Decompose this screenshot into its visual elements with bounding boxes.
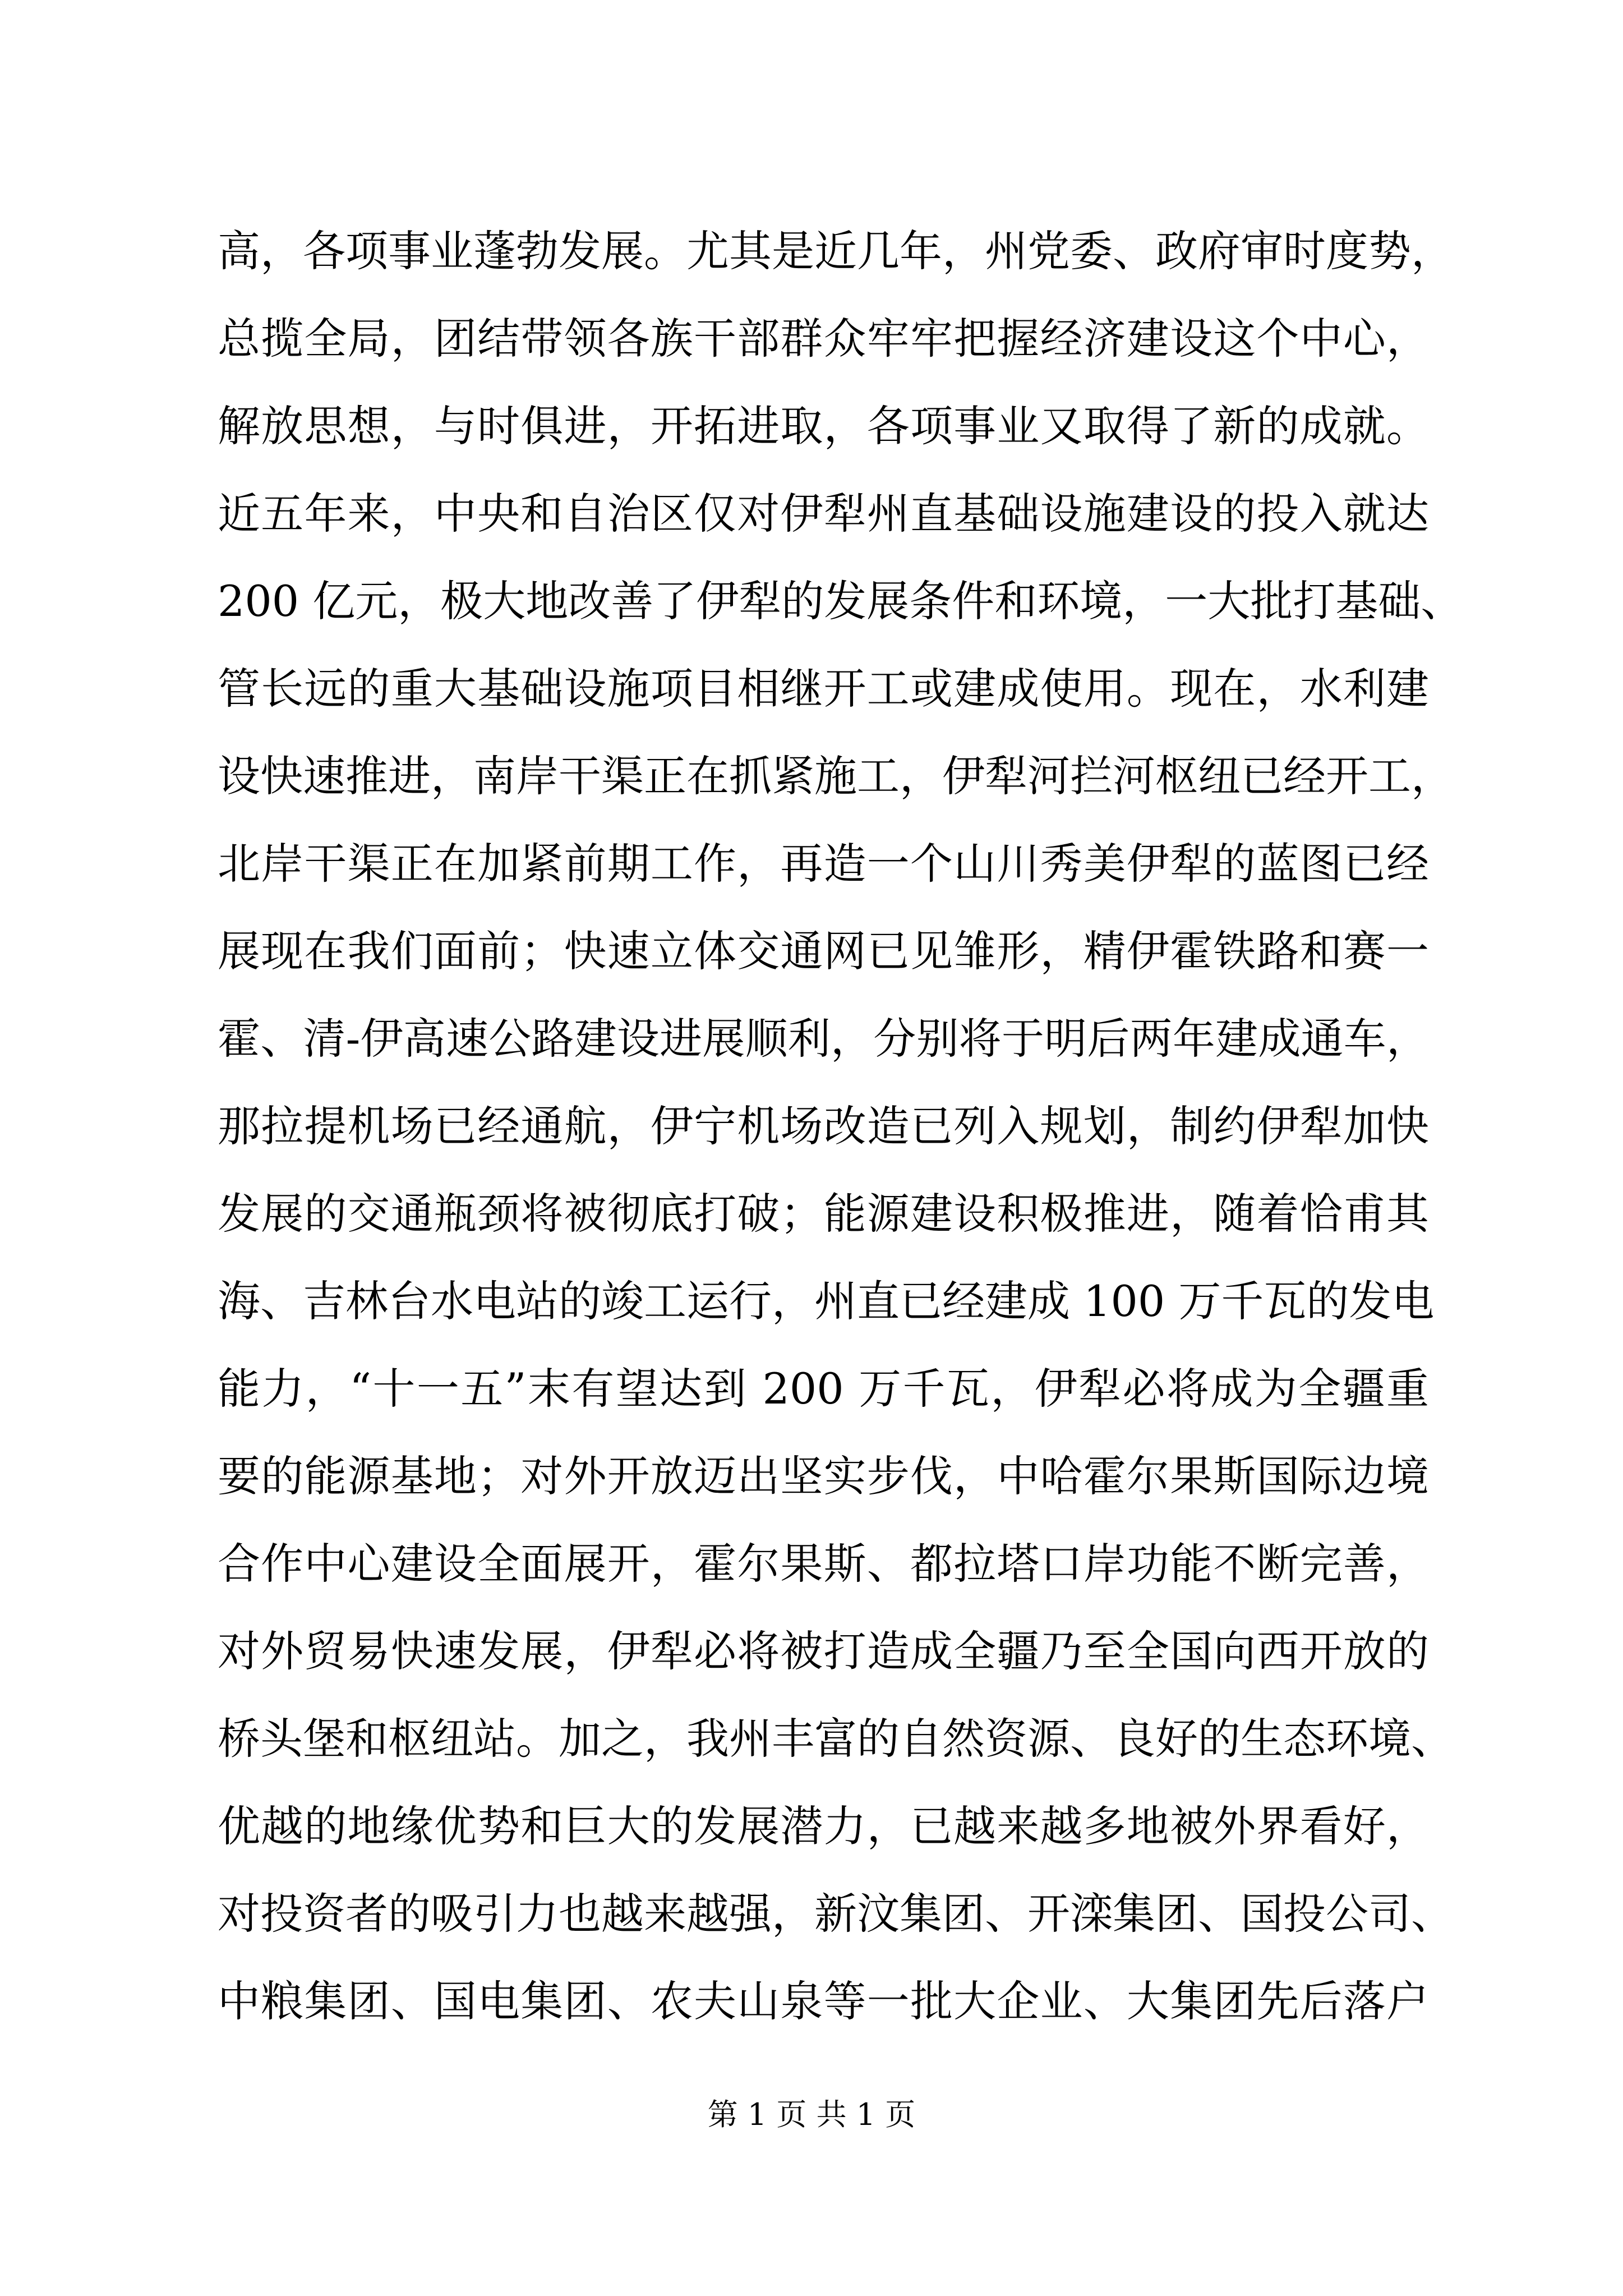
body-text — [218, 208, 1464, 2045]
text-line: 发展的交通瓶颈将被彻底打破；能源建设积极推进，随着恰甫其 — [218, 1189, 1429, 1239]
text-line: 北岸干渠正在加紧前期工作，再造一个山川秀美伊犁的蓝图已经 — [218, 839, 1429, 889]
text-line: 要的能源基地；对外开放迈出坚实步伐，中哈霍尔果斯国际边境 — [218, 1451, 1429, 1501]
text-line: 展现在我们面前；快速立体交通网已见雏形，精伊霍铁路和赛一 — [218, 926, 1429, 976]
text-line: 对外贸易快速发展，伊犁必将被打造成全疆乃至全国向西开放的 — [218, 1626, 1429, 1676]
text-line: 那拉提机场已经通航，伊宁机场改造已列入规划，制约伊犁加快 — [218, 1101, 1429, 1151]
text-line: 管长远的重大基础设施项目相继开工或建成使用。现在，水利建 — [218, 664, 1429, 714]
text-line: 海、吉林台水电站的竣工运行，州直已经建成 100 万千瓦的发电 — [218, 1276, 1435, 1326]
text-line: 桥头堡和枢纽站。加之，我州丰富的自然资源、良好的生态环境、 — [218, 1714, 1454, 1764]
page-footer: 第 1 页 共 1 页 — [707, 2097, 916, 2132]
text-line: 解放思想，与时俱进，开拓进取，各项事业又取得了新的成就。 — [218, 401, 1429, 451]
text-line: 总揽全局，团结带领各族干部群众牢牢把握经济建设这个中心， — [218, 314, 1429, 364]
text-line: 优越的地缘优势和巨大的发展潜力，已越来越多地被外界看好， — [218, 1801, 1429, 1851]
text-line: 霍、清-伊高速公路建设进展顺利，分别将于明后两年建成通车， — [218, 1014, 1429, 1064]
text-line: 中粮集团、国电集团、农夫山泉等一批大企业、大集团先后落户 — [218, 1976, 1429, 2026]
text-line: 对投资者的吸引力也越来越强，新汶集团、开滦集团、国投公司、 — [218, 1889, 1454, 1939]
text-line: 合作中心建设全面展开，霍尔果斯、都拉塔口岸功能不断完善， — [218, 1539, 1429, 1589]
text-line: 高，各项事业蓬勃发展。尤其是近几年，州党委、政府审时度势， — [218, 226, 1454, 276]
text-line: 设快速推进，南岸干渠正在抓紧施工，伊犁河拦河枢纽已经开工， — [218, 751, 1454, 801]
text-line: 200 亿元，极大地改善了伊犁的发展条件和环境，一大批打基础、 — [218, 576, 1464, 626]
text-line: 近五年来，中央和自治区仅对伊犁州直基础设施建设的投入就达 — [218, 489, 1429, 539]
text-line: 能力，“十一五”末有望达到 200 万千瓦，伊犁必将成为全疆重 — [218, 1364, 1429, 1414]
